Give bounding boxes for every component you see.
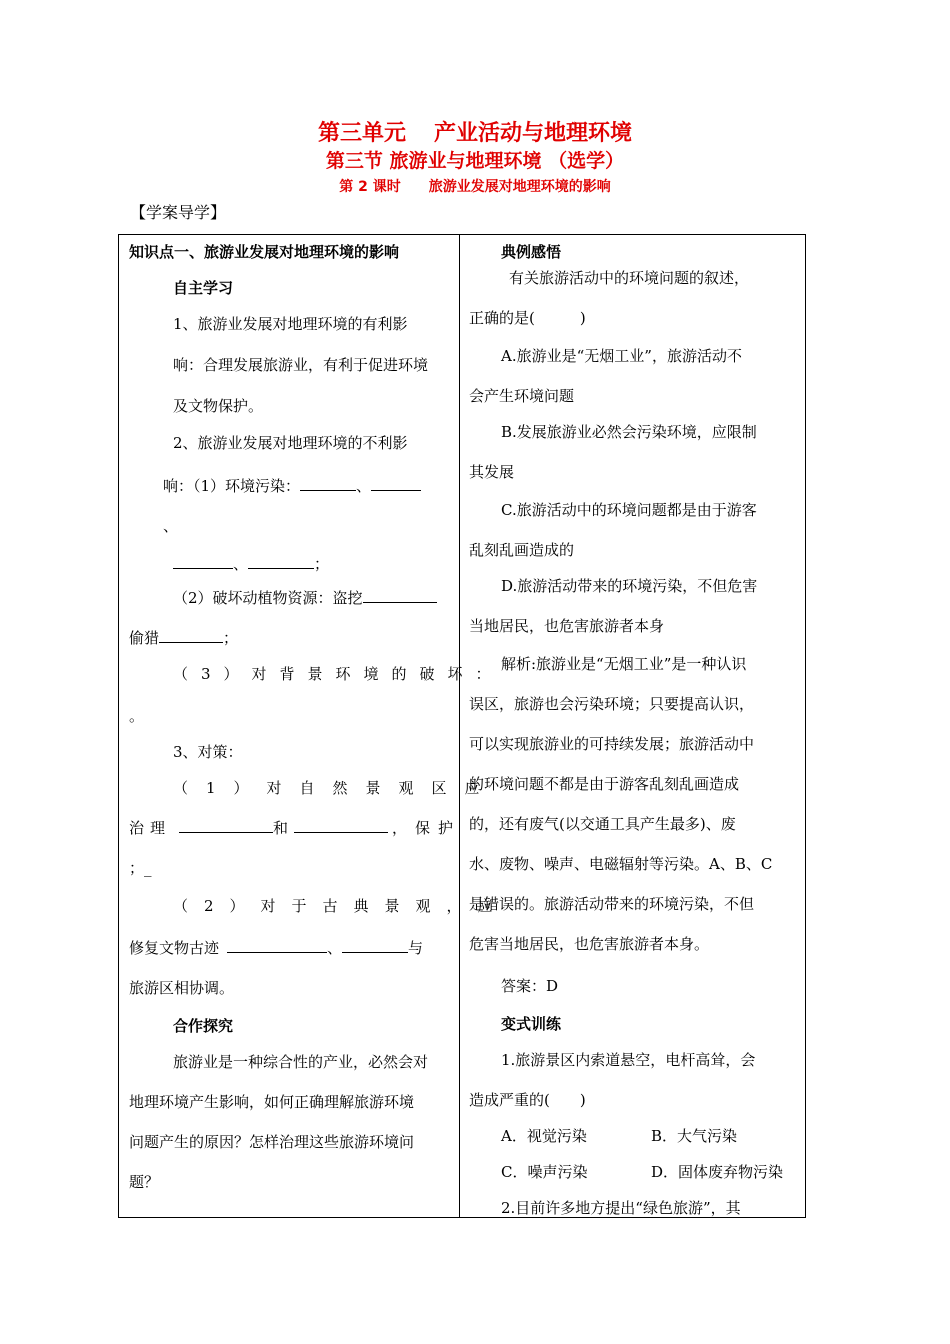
text-line: 其发展 [469, 463, 515, 481]
text-line: 误区，旅游也会污染环境；只要提高认识， [469, 695, 755, 713]
option-c: C．噪声污染 [501, 1163, 588, 1181]
option-b: B．大气污染 [651, 1127, 738, 1145]
text-fragment: 、 [327, 939, 343, 957]
blank-line [363, 588, 437, 603]
text-line: 有关旅游活动中的环境问题的叙述， [509, 269, 750, 287]
text-line: 。 [129, 707, 145, 725]
text-fragment: ； [314, 555, 330, 573]
text-fragment: 、 [233, 555, 249, 573]
text-line: 危害当地居民，也危害旅游者本身。 [469, 935, 710, 953]
self-study-heading: 自主学习 [173, 279, 234, 297]
text-line: 正确的是( ) [469, 309, 586, 327]
knowledge-point-heading: 知识点一、旅游业发展对地理环境的影响 [129, 243, 400, 261]
text-line: 可以实现旅游业的可持续发展；旅游活动中 [469, 735, 755, 753]
blank-line [227, 938, 327, 953]
blank-line [300, 476, 356, 491]
text-line: 解析:旅游业是“无烟工业”是一种认识 [501, 655, 747, 673]
answer-text: 答案：D [501, 977, 559, 995]
text-line: 3、对策： [173, 743, 243, 761]
example-heading: 典例感悟 [501, 243, 562, 261]
text-line: 旅游业是一种综合性的产业，必然会对 [173, 1053, 429, 1071]
text-line: （1）对自然景观区应 [173, 779, 498, 797]
text-line: A.旅游业是“无烟工业”，旅游活动不 [501, 347, 742, 365]
cooperation-heading: 合作探究 [173, 1017, 234, 1035]
text-line: 是错误的。旅游活动带来的环境污染，不但 [469, 895, 755, 913]
blank-line [159, 628, 223, 643]
option-a: A．视觉污染 [501, 1127, 587, 1145]
text-fragment: ，保护 [392, 819, 462, 837]
text-line: 2.目前许多地方提出“绿色旅游”，其 [501, 1199, 741, 1217]
text-line: 1.旅游景区内索道悬空，电杆高耸，会 [501, 1051, 756, 1069]
unit-title-text: 产业活动与地理环境 [434, 121, 633, 146]
text-line: 2、旅游业发展对地理环境的不利影 [173, 434, 408, 452]
lesson-topic: 旅游业发展对地理环境的影响 [428, 179, 611, 195]
unit-title-number: 第三单元 [317, 121, 406, 146]
text-line [129, 937, 423, 958]
text-fragment: 响：（1）环境污染： [163, 477, 301, 495]
text-fragment: 和 [273, 819, 289, 837]
text-line: 的环境问题不都是由于游客乱刻乱画造成 [469, 775, 740, 793]
blank-line [371, 476, 421, 491]
lesson-title [0, 176, 950, 198]
text-line: 的，还有废气(以交通工具产生最多)、废 [469, 815, 736, 833]
practice-heading: 变式训练 [501, 1015, 562, 1033]
blank-line [342, 938, 408, 953]
text-line: （2）对于古典景观，应 [173, 897, 509, 915]
text-line [163, 475, 421, 496]
text-line: B.发展旅游业必然会污染环境，应限制 [501, 423, 757, 441]
text-line: 乱刻乱画造成的 [469, 541, 575, 559]
text-line [173, 553, 329, 574]
text-line: 会产生环境问题 [469, 387, 575, 405]
text-line: 当地居民，也危害旅游者本身 [469, 617, 665, 635]
blank-line [294, 818, 388, 833]
column-divider [459, 235, 460, 1217]
text-line: C.旅游活动中的环境问题都是由于游客 [501, 501, 757, 519]
blank-line [179, 818, 273, 833]
text-line: 造成严重的( ) [469, 1091, 586, 1109]
text-fragment: ； [223, 629, 239, 647]
unit-title [0, 120, 950, 148]
text-line: 旅游区相协调。 [129, 979, 235, 997]
text-line: ；_ [129, 859, 152, 877]
text-line: 地理环境产生影响，如何正确理解旅游环境 [129, 1093, 415, 1111]
text-line: 题？ [129, 1173, 160, 1191]
text-line [129, 817, 461, 838]
text-line: （3）对背景环境的破坏： [173, 665, 504, 683]
text-line: 1、旅游业发展对地理环境的有利影 [173, 315, 408, 333]
blank-line [173, 554, 233, 569]
text-line: 及文物保护。 [173, 397, 264, 415]
blank-line [248, 554, 314, 569]
text-line: 、 [163, 517, 179, 535]
section-title: 第三节 旅游业与地理环境 （选学） [325, 150, 625, 172]
title-block [0, 120, 950, 198]
text-line [173, 587, 437, 608]
text-line: 水、废物、噪声、电磁辐射等污染。A、B、C [469, 855, 773, 873]
text-line: 响：合理发展旅游业，有利于促进环境 [173, 356, 429, 374]
text-line: 问题产生的原因？怎样治理这些旅游环境问 [129, 1133, 415, 1151]
text-fragment: 与 [408, 939, 424, 957]
text-line: D.旅游活动带来的环境污染，不但危害 [501, 577, 758, 595]
lesson-number: 第 2 课时 [339, 179, 401, 195]
text-line [129, 627, 238, 648]
text-fragment: 偷猎 [129, 629, 160, 647]
guide-label: 【学案导学】 [130, 203, 227, 222]
text-fragment: 、 [356, 477, 372, 495]
worksheet-table [118, 234, 806, 1218]
option-d: D．固体废弃物污染 [651, 1163, 784, 1181]
text-fragment: 修复文物古迹 [129, 939, 220, 957]
text-fragment: 治理 [129, 819, 172, 837]
text-fragment: （2）破坏动植物资源：盗挖 [173, 589, 363, 607]
